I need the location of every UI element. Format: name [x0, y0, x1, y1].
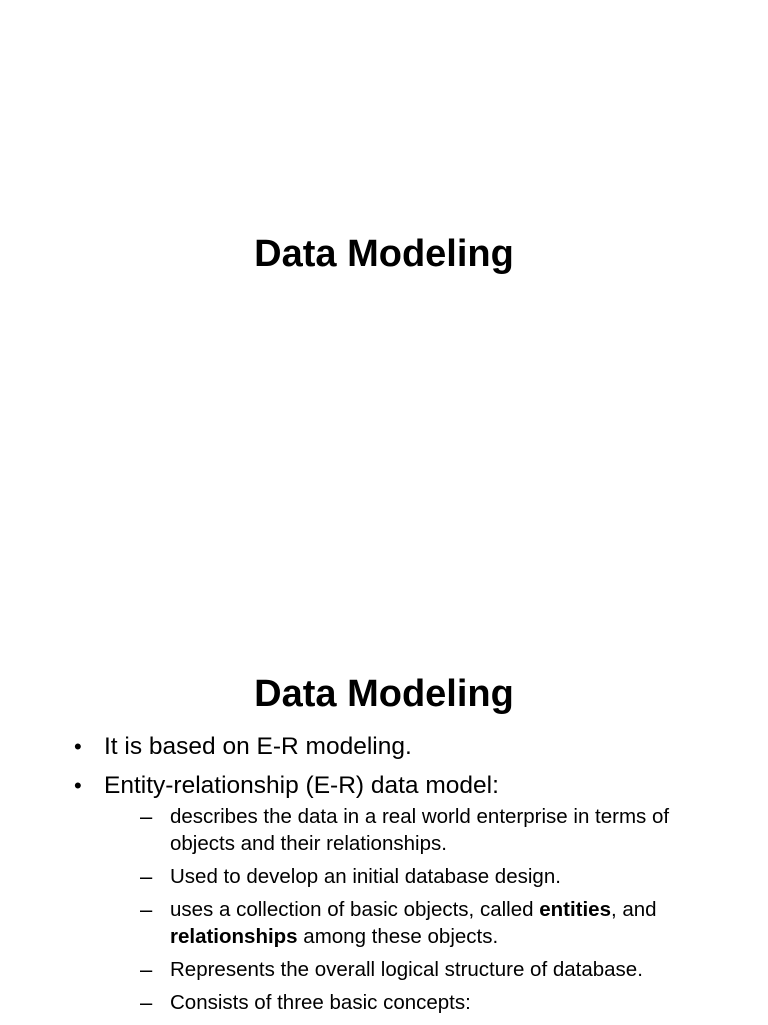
- sub-bullet-item: [140, 956, 714, 983]
- bullet-item-er-data-model: [74, 771, 714, 1016]
- bullet-marker: •: [74, 734, 82, 759]
- sub-bullet-text: Consists of three basic concepts:: [170, 991, 471, 1014]
- slide-1-title: Data Modeling: [254, 233, 514, 275]
- sub-bullet-text-part: among these objects.: [297, 925, 499, 948]
- sub-bullet-text: Represents the overall logical structure of database.: [170, 958, 643, 981]
- bullet-marker: •: [74, 773, 82, 798]
- sub-bullet-item: [140, 803, 714, 857]
- sub-bullet-text-part: uses a collection of basic objects, called: [170, 898, 540, 921]
- bold-term-entities: entities: [539, 898, 611, 921]
- sub-bullet-list: [104, 803, 714, 1016]
- sub-bullet-item: [140, 863, 714, 890]
- sub-bullet-text-part: , and: [610, 898, 657, 921]
- slide-2: [0, 576, 768, 1024]
- bullet-text: It is based on E-R modeling.: [104, 733, 412, 760]
- sub-bullet-item: [140, 989, 714, 1016]
- sub-bullet-marker: –: [140, 957, 153, 982]
- sub-bullet-marker: –: [140, 897, 153, 922]
- sub-bullet-text: describes the data in a real world enterprise in terms of objects and their relationships.: [170, 805, 670, 855]
- bold-term-relationships: relationships: [170, 925, 298, 948]
- sub-bullet-marker: –: [140, 804, 153, 829]
- slide-2-title: Data Modeling: [254, 673, 514, 715]
- bullet-item-er-modeling: [74, 732, 714, 762]
- sub-bullet-item: [140, 896, 714, 950]
- sub-bullet-marker: –: [140, 864, 153, 889]
- bullet-list: [74, 732, 714, 1025]
- sub-bullet-marker: –: [140, 990, 153, 1015]
- bullet-text: Entity-relationship (E-R) data model:: [104, 772, 499, 799]
- sub-bullet-text: Used to develop an initial database design.: [170, 865, 561, 888]
